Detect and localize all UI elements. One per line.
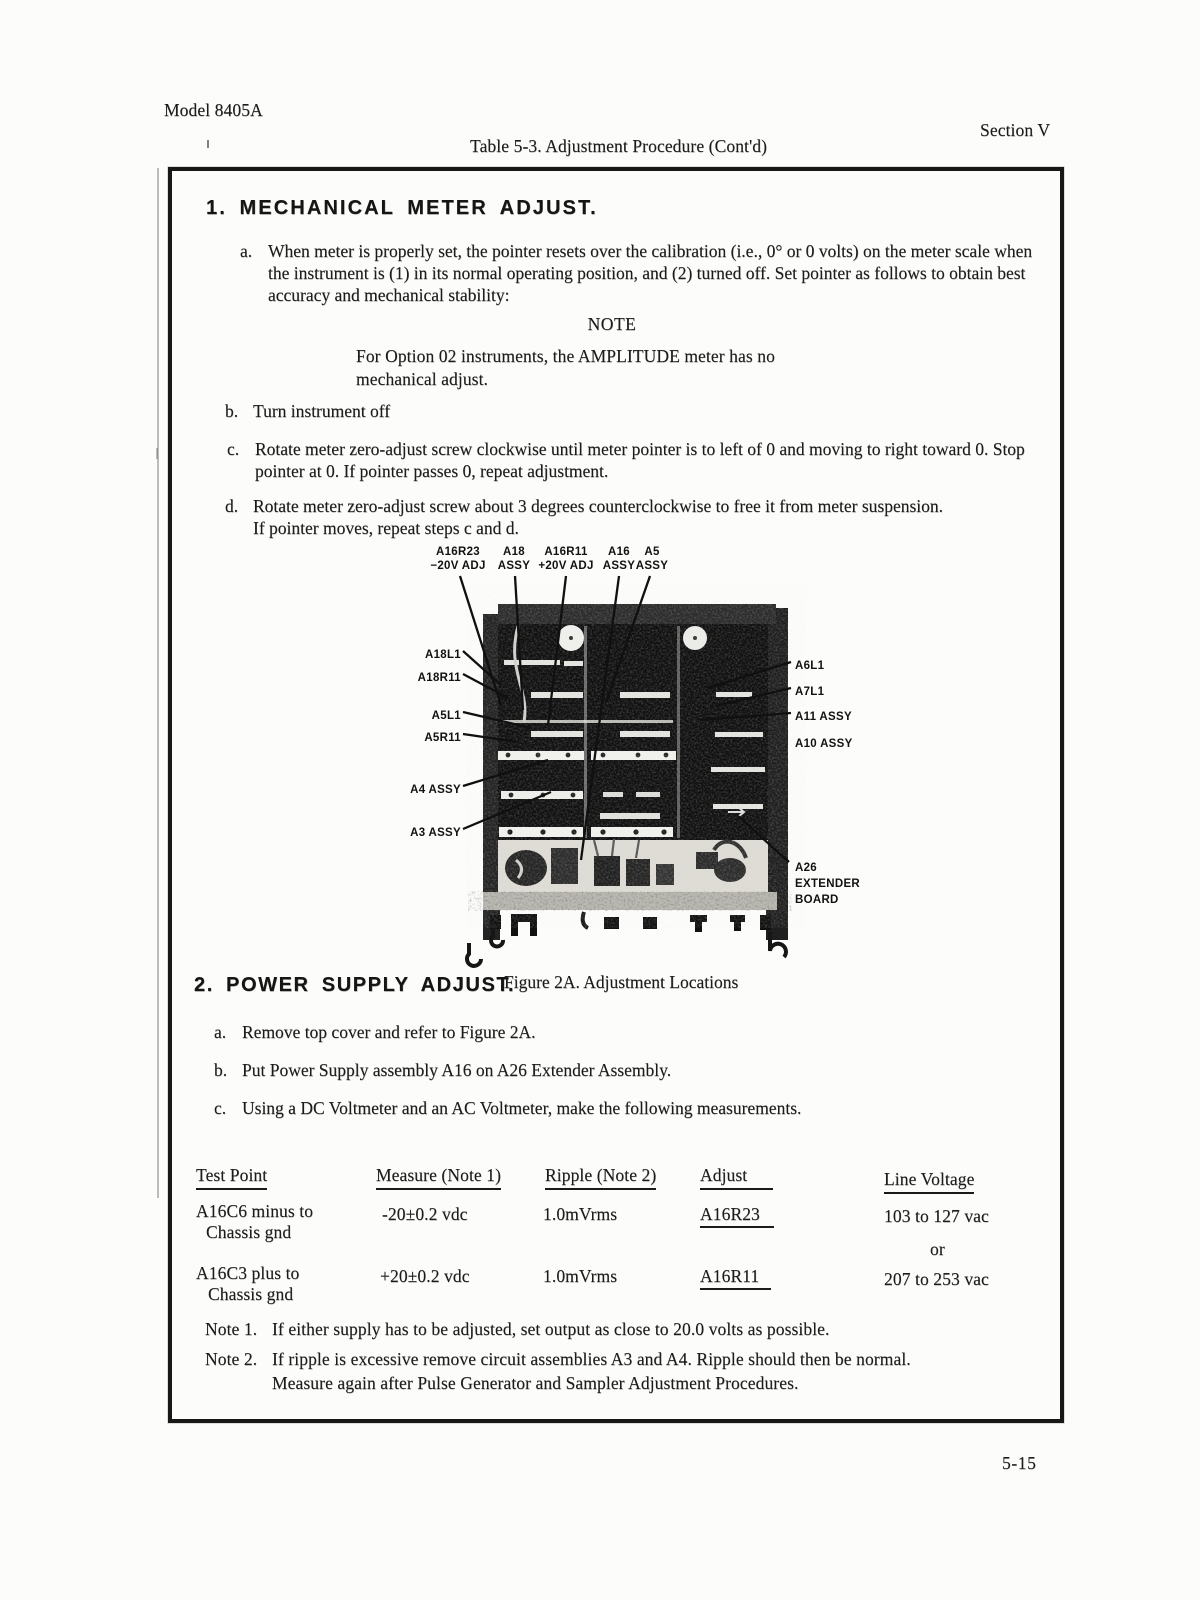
- col-header-line-voltage: Line Voltage: [884, 1168, 974, 1190]
- step-label: a.: [240, 241, 253, 261]
- step-text: Put Power Supply assembly A16 on A26 Extender Assembly.: [242, 1060, 672, 1080]
- col-header-test-point: Test Point: [196, 1164, 267, 1186]
- step-2a: [214, 1021, 536, 1043]
- note2-label: Note 2.: [205, 1349, 258, 1369]
- step-text: When meter is properly set, the pointer resets over the calibration (i.e., 0° or 0 volts) on the meter scale when the instrument is (1) in its normal operating position, and (2) turned off. Set pointer as follows to obtain best accuracy and mechanical stability:: [268, 241, 1033, 305]
- callout-a5l1: A5L1: [431, 710, 461, 722]
- callout-a26-board: BOARD: [795, 894, 839, 906]
- callout-a3-assy: A3 ASSY: [410, 827, 461, 839]
- row2-test-point-2: Chassis gnd: [208, 1284, 294, 1304]
- callout-a26: A26: [795, 862, 817, 874]
- step-label: c.: [214, 1098, 227, 1118]
- row1-adjust: A16R23: [700, 1203, 774, 1225]
- callout-a16r23-sub: −20V ADJ: [430, 560, 486, 572]
- table-title: Table 5-3. Adjustment Procedure (Cont'd): [470, 136, 768, 156]
- callout-a6l1: A6L1: [795, 660, 825, 672]
- callout-a18l1: A18L1: [424, 649, 461, 661]
- section1-heading: 1. MECHANICAL METER ADJUST.: [206, 197, 598, 219]
- scan-edge-line: [157, 168, 159, 1198]
- row2-line-voltage: 207 to 253 vac: [884, 1269, 989, 1289]
- note1-label: Note 1.: [205, 1319, 258, 1339]
- step-label: b.: [214, 1060, 228, 1080]
- row1-ripple: 1.0mVrms: [543, 1204, 618, 1224]
- step-label: c.: [227, 439, 240, 459]
- note-text: For Option 02 instruments, the AMPLITUDE meter has no mechanical adjust.: [356, 346, 775, 389]
- note2-text-line2: Measure again after Pulse Generator and Sampler Adjustment Procedures.: [272, 1373, 799, 1393]
- callout-a16r11-sub: +20V ADJ: [538, 560, 594, 572]
- step-text: Remove top cover and refer to Figure 2A.: [242, 1022, 536, 1042]
- callout-a5: A5: [644, 546, 660, 558]
- note2-text-line1: If ripple is excessive remove circuit assemblies A3 and A4. Ripple should then be normal.: [272, 1349, 911, 1369]
- step-1b: [225, 400, 390, 422]
- page-number: 5-15: [1002, 1453, 1037, 1473]
- callout-a16-sub: ASSY: [602, 560, 636, 572]
- row1-measure: -20±0.2 vdc: [382, 1204, 468, 1224]
- callout-a18: A18: [503, 546, 525, 558]
- step-2c: [214, 1097, 801, 1119]
- callout-a16r11: A16R11: [544, 546, 588, 558]
- callout-a4-assy: A4 ASSY: [410, 784, 461, 796]
- step-1c: [227, 438, 1047, 482]
- note1-text: If either supply has to be adjusted, set output as close to 20.0 volts as possible.: [272, 1319, 830, 1339]
- col-header-ripple: Ripple (Note 2): [545, 1164, 656, 1186]
- callout-a16r23: A16R23: [436, 546, 480, 558]
- photo-grain: [482, 600, 790, 912]
- row1-test-point-2: Chassis gnd: [206, 1222, 292, 1242]
- col-header-adjust: Adjust: [700, 1164, 773, 1186]
- section2-heading: 2. POWER SUPPLY ADJUST.: [194, 974, 516, 996]
- callout-a18-sub: ASSY: [497, 560, 531, 572]
- note-title: NOTE: [587, 314, 637, 334]
- scan-artifact: [207, 140, 209, 148]
- line-voltage-or: or: [930, 1239, 945, 1259]
- section-label: Section V: [980, 120, 1051, 140]
- step-text: Using a DC Voltmeter and an AC Voltmeter, make the following measurements.: [242, 1098, 802, 1118]
- col-header-measure: Measure (Note 1): [376, 1164, 501, 1186]
- row1-test-point: A16C6 minus to: [196, 1201, 314, 1221]
- step-text: Rotate meter zero-adjust screw clockwise until meter pointer is to left of 0 and moving to right toward 0. Stop pointer at 0. If pointer passes 0, repeat adjustment.: [255, 439, 1025, 481]
- callout-a5r11: A5R11: [424, 732, 461, 744]
- callout-a16: A16: [608, 546, 630, 558]
- callout-a7l1: A7L1: [795, 686, 825, 698]
- row2-measure: +20±0.2 vdc: [380, 1266, 470, 1286]
- row2-adjust: A16R11: [700, 1265, 771, 1287]
- step-text: Rotate meter zero-adjust screw about 3 degrees counterclockwise to free it from meter suspension. If pointer moves, repeat steps c and d.: [253, 496, 944, 538]
- step-1a: [240, 240, 1058, 306]
- step-label: d.: [225, 496, 239, 516]
- row2-ripple: 1.0mVrms: [543, 1266, 618, 1286]
- figure-2a-adjustment-locations: [398, 530, 880, 970]
- callout-a5-sub: ASSY: [635, 560, 669, 572]
- connector-tabs: [490, 914, 771, 936]
- step-2b: [214, 1059, 671, 1081]
- step-label: b.: [225, 401, 239, 421]
- row1-line-voltage: 103 to 127 vac: [884, 1206, 989, 1226]
- step-text: Turn instrument off: [253, 401, 391, 421]
- step-label: a.: [214, 1022, 227, 1042]
- callout-a26-extender: EXTENDER: [795, 878, 861, 890]
- figure-caption: Figure 2A. Adjustment Locations: [504, 972, 739, 992]
- callout-a11-assy: A11 ASSY: [795, 711, 852, 723]
- model-number: Model 8405A: [164, 100, 263, 120]
- callout-a10-assy: A10 ASSY: [795, 738, 853, 750]
- callout-a18r11: A18R11: [417, 672, 461, 684]
- row2-test-point: A16C3 plus to: [196, 1263, 300, 1283]
